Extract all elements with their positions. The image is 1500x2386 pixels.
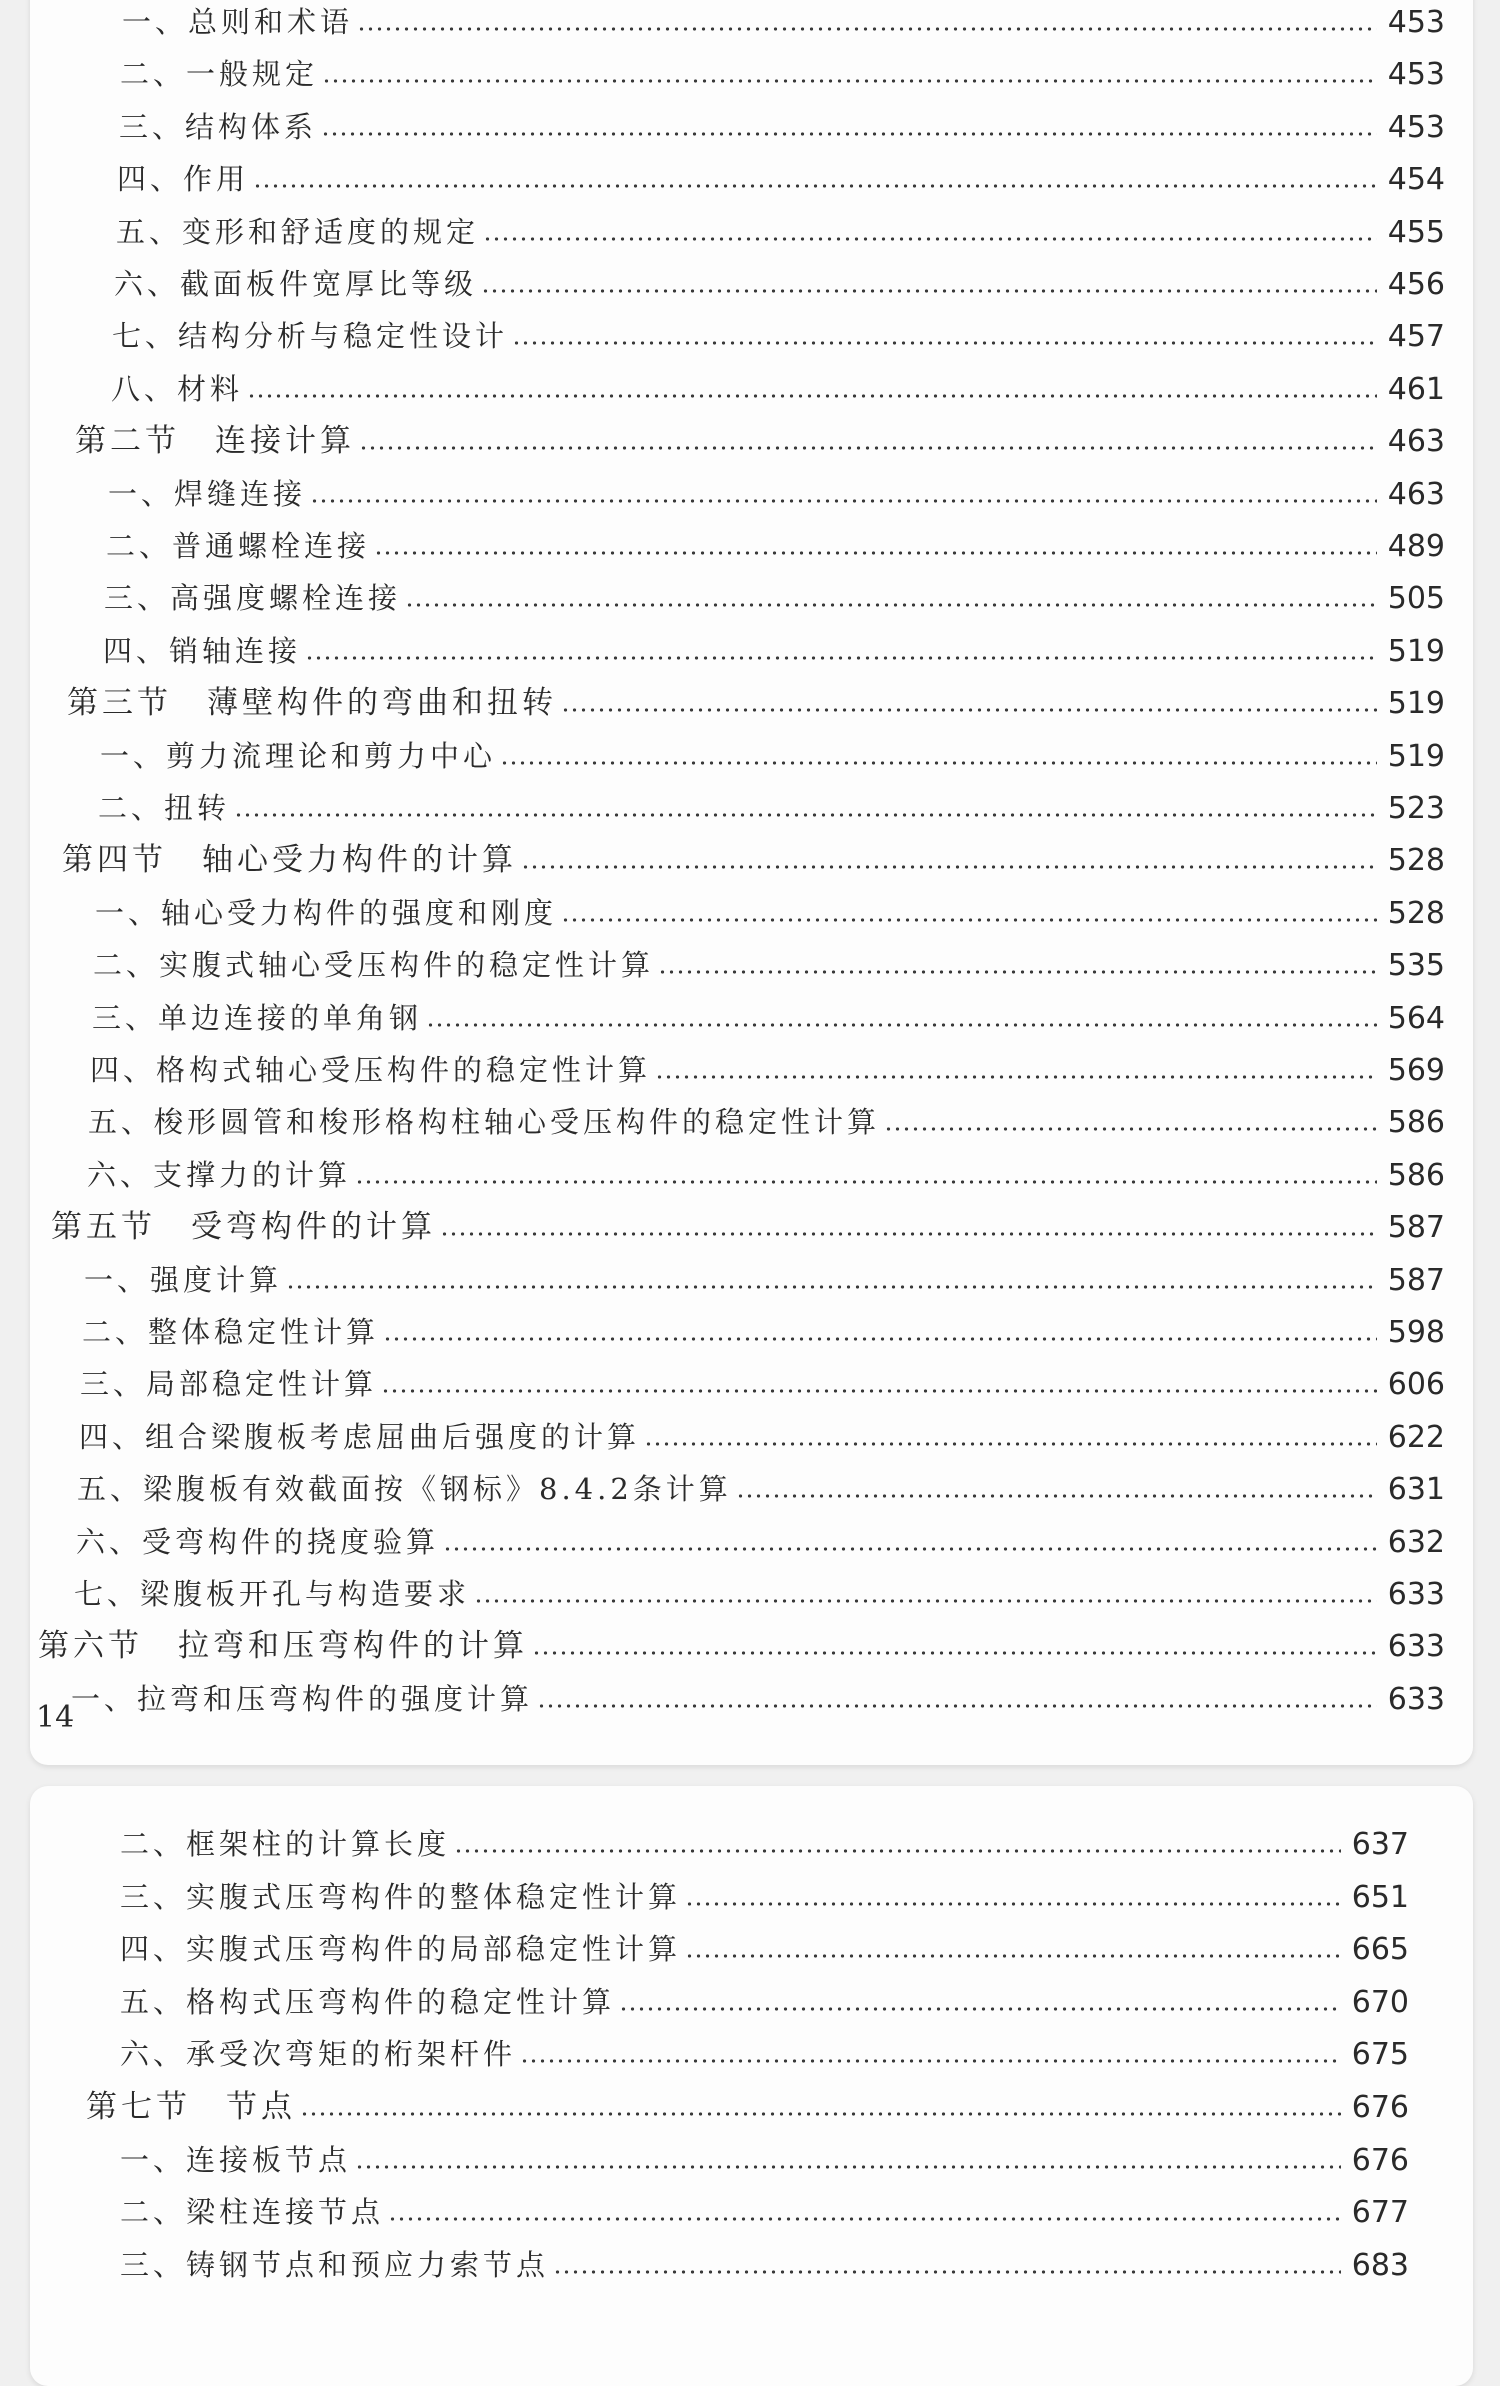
- dot-leader: [321, 131, 1377, 137]
- toc-entry-page-number: 633: [1387, 1629, 1445, 1665]
- toc-entry-page-number: 528: [1387, 895, 1445, 931]
- toc-entry-page-number: 463: [1387, 476, 1445, 512]
- toc-entry-page-number: 675: [1351, 2037, 1409, 2073]
- toc-entry-page-number: 676: [1351, 2090, 1409, 2125]
- dot-leader: [481, 288, 1377, 294]
- toc-entry-page-number: 457: [1387, 319, 1445, 355]
- toc-item-entry: [79, 1419, 1445, 1456]
- toc-entry-title: 一、轴心受力构件的强度和刚度: [95, 895, 558, 930]
- dot-leader: [736, 1493, 1377, 1499]
- toc-section-entry: [67, 685, 1445, 722]
- toc-entry-title: 八、材料: [111, 371, 244, 406]
- dot-leader: [426, 1022, 1377, 1028]
- toc-section-entry: [62, 842, 1445, 879]
- toc-entry-page-number: 528: [1387, 843, 1445, 879]
- toc-entry-title: 二、普通螺栓连接: [106, 529, 371, 563]
- toc-item-entry: [82, 1314, 1445, 1351]
- dot-leader: [300, 2111, 1341, 2117]
- toc-entry-page-number: 519: [1387, 686, 1445, 722]
- toc-entry-title: 第三节 薄壁构件的弯曲和扭转: [67, 685, 557, 722]
- toc-entry-page-number: 587: [1387, 1210, 1445, 1246]
- toc-entry-title: 第二节 连接计算: [75, 423, 355, 460]
- toc-item-entry: [74, 1576, 1445, 1613]
- toc-entry-page-number: 606: [1387, 1367, 1445, 1403]
- toc-entry-title: 四、格构式轴心受压构件的稳定性计算: [90, 1053, 652, 1087]
- toc-entry-page-number: 455: [1387, 214, 1445, 250]
- toc-entry-page-number: 665: [1351, 1932, 1409, 1968]
- dot-leader: [310, 498, 1377, 504]
- toc-entry-title: 二、一般规定: [120, 57, 319, 92]
- toc-entry-title: 六、支撑力的计算: [87, 1157, 352, 1192]
- toc-item-entry: [120, 56, 1445, 93]
- toc-entry-page-number: 683: [1351, 2247, 1409, 2283]
- toc-entry-page-number: 632: [1387, 1524, 1445, 1560]
- dot-leader: [374, 550, 1377, 556]
- dot-leader: [884, 1126, 1377, 1132]
- dot-leader: [561, 707, 1377, 713]
- toc-section-entry: [75, 423, 1445, 460]
- toc-item-entry: [93, 947, 1445, 984]
- toc-entry-title: 三、实腹式压弯构件的整体稳定性计算: [120, 1879, 682, 1914]
- dot-leader: [286, 1284, 1377, 1290]
- dot-leader: [454, 1848, 1341, 1854]
- dot-leader: [474, 1598, 1377, 1604]
- toc-entry-page-number: 564: [1387, 1000, 1445, 1036]
- toc-entry-page-number: 631: [1387, 1472, 1445, 1508]
- toc-entry-title: 七、结构分析与稳定性设计: [112, 319, 509, 354]
- toc-entry-title: 二、实腹式轴心受压构件的稳定性计算: [93, 948, 655, 983]
- toc-item-entry: [104, 580, 1445, 617]
- toc-entry-title: 一、拉弯和压弯构件的强度计算: [71, 1681, 534, 1716]
- toc-entry-page-number: 463: [1387, 424, 1445, 460]
- dot-leader: [253, 183, 1377, 189]
- toc-entry-title: 一、总则和术语: [122, 5, 354, 39]
- dot-leader: [500, 760, 1377, 766]
- toc-page-14: [30, 0, 1473, 1765]
- toc-item-entry: [92, 1000, 1445, 1037]
- toc-section-entry: [38, 1628, 1445, 1665]
- toc-item-entry: [120, 1984, 1409, 2021]
- toc-item-entry: [120, 2142, 1409, 2179]
- toc-item-entry: [117, 161, 1445, 198]
- dot-leader: [512, 340, 1377, 346]
- toc-entry-page-number: 461: [1387, 371, 1445, 407]
- toc-entry-title: 一、焊缝连接: [108, 476, 307, 511]
- toc-entry-title: 第四节 轴心受力构件的计算: [62, 842, 517, 879]
- toc-entry-title: 三、结构体系: [119, 109, 318, 144]
- toc-entry-page-number: 587: [1387, 1262, 1445, 1298]
- toc-entry-title: 二、整体稳定性计算: [82, 1315, 380, 1349]
- toc-entry-title: 四、销轴连接: [103, 633, 302, 668]
- toc-entry-page-number: 453: [1387, 57, 1445, 93]
- toc-item-entry: [106, 528, 1445, 565]
- toc-entry-page-number: 505: [1387, 581, 1445, 617]
- toc-entry-page-number: 569: [1387, 1053, 1445, 1088]
- toc-entry-page-number: 535: [1387, 948, 1445, 984]
- toc-item-entry: [95, 895, 1445, 932]
- toc-section-entry: [51, 1209, 1445, 1246]
- toc-entry-page-number: 633: [1387, 1681, 1445, 1717]
- page-folio-number: 14: [36, 1700, 75, 1735]
- toc-item-entry: [120, 1826, 1409, 1863]
- dot-leader: [359, 445, 1377, 451]
- toc-entry-title: 六、截面板件宽厚比等级: [114, 267, 478, 301]
- toc-item-entry: [71, 1681, 1445, 1718]
- dot-leader: [322, 78, 1377, 84]
- toc-entry-page-number: 454: [1387, 162, 1445, 198]
- toc-entry-title: 四、组合梁腹板考虑屈曲后强度的计算: [79, 1419, 641, 1454]
- dot-leader: [537, 1703, 1377, 1709]
- toc-entry-page-number: 586: [1387, 1105, 1445, 1141]
- toc-entry-title: 六、承受次弯矩的桁架杆件: [120, 2037, 517, 2072]
- toc-entry-title: 三、局部稳定性计算: [80, 1367, 378, 1402]
- toc-entry-title: 四、作用: [117, 162, 250, 197]
- toc-item-entry: [80, 1366, 1445, 1403]
- toc-entry-page-number: 651: [1351, 1879, 1409, 1915]
- toc-entry-page-number: 676: [1351, 2142, 1409, 2178]
- toc-entry-page-number: 637: [1351, 1827, 1409, 1862]
- dot-leader: [483, 236, 1377, 242]
- toc-entry-page-number: 598: [1387, 1315, 1445, 1350]
- dot-leader: [685, 1901, 1341, 1907]
- toc-item-entry: [122, 4, 1445, 41]
- dot-leader: [355, 2164, 1341, 2170]
- toc-item-entry: [90, 1052, 1445, 1089]
- toc-entry-title: 第七节 节点: [86, 2089, 296, 2125]
- toc-page-15: [30, 1786, 1473, 2386]
- toc-item-entry: [112, 318, 1445, 355]
- dot-leader: [247, 393, 1377, 399]
- toc-entry-page-number: 519: [1387, 738, 1445, 774]
- dot-leader: [658, 969, 1377, 975]
- toc-entry-title: 第五节 受弯构件的计算: [51, 1209, 436, 1246]
- toc-entry-title: 五、格构式压弯构件的稳定性计算: [120, 1984, 616, 2019]
- toc-item-entry: [114, 266, 1445, 303]
- toc-entry-page-number: 633: [1387, 1577, 1445, 1612]
- toc-entry-title: 三、铸钢节点和预应力索节点: [120, 2247, 550, 2282]
- toc-entry-title: 五、梭形圆管和梭形格构柱轴心受压构件的稳定性计算: [88, 1105, 881, 1140]
- toc-item-entry: [77, 1471, 1445, 1508]
- dot-leader: [520, 2058, 1341, 2064]
- dot-leader: [234, 812, 1377, 818]
- dot-leader: [440, 1231, 1377, 1237]
- toc-item-entry: [98, 790, 1445, 827]
- toc-item-entry: [103, 633, 1445, 670]
- toc-entry-page-number: 456: [1387, 267, 1445, 302]
- dot-leader: [405, 602, 1377, 608]
- dot-leader: [532, 1650, 1377, 1656]
- dot-leader: [521, 864, 1377, 870]
- toc-entry-page-number: 622: [1387, 1419, 1445, 1455]
- toc-item-entry: [120, 1931, 1409, 1968]
- toc-item-entry: [119, 109, 1445, 146]
- toc-item-entry: [120, 2247, 1409, 2284]
- toc-entry-title: 一、剪力流理论和剪力中心: [100, 738, 497, 773]
- toc-item-entry: [84, 1262, 1445, 1299]
- dot-leader: [561, 917, 1377, 923]
- toc-entry-page-number: 670: [1351, 1984, 1409, 2020]
- toc-item-entry: [108, 476, 1445, 513]
- dot-leader: [443, 1546, 1377, 1552]
- toc-section-entry: [86, 2089, 1409, 2126]
- toc-item-entry: [120, 2194, 1409, 2231]
- toc-entry-title: 五、变形和舒适度的规定: [116, 214, 480, 249]
- toc-item-entry: [88, 1104, 1445, 1141]
- toc-entry-title: 一、强度计算: [84, 1262, 283, 1297]
- toc-item-entry: [87, 1157, 1445, 1194]
- toc-entry-title: 二、框架柱的计算长度: [120, 1827, 451, 1861]
- toc-entry-page-number: 523: [1387, 791, 1445, 826]
- toc-entry-title: 二、梁柱连接节点: [120, 2195, 385, 2230]
- dot-leader: [619, 2006, 1341, 2012]
- toc-entry-title: 四、实腹式压弯构件的局部稳定性计算: [120, 1932, 682, 1967]
- dot-leader: [381, 1388, 1377, 1394]
- dot-leader: [355, 1179, 1377, 1185]
- dot-leader: [388, 2216, 1341, 2222]
- toc-entry-page-number: 519: [1387, 633, 1445, 669]
- dot-leader: [644, 1441, 1377, 1447]
- dot-leader: [357, 26, 1377, 32]
- toc-entry-title: 二、扭转: [98, 791, 231, 825]
- toc-entry-title: 五、梁腹板有效截面按《钢标》8.4.2条计算: [77, 1472, 732, 1507]
- toc-item-entry: [116, 214, 1445, 251]
- toc-entry-title: 三、高强度螺栓连接: [104, 581, 402, 616]
- toc-entry-page-number: 453: [1387, 109, 1445, 145]
- toc-entry-title: 七、梁腹板开孔与构造要求: [74, 1577, 471, 1611]
- toc-entry-page-number: 489: [1387, 529, 1445, 564]
- toc-entry-page-number: 453: [1387, 5, 1445, 40]
- toc-item-entry: [120, 2036, 1409, 2073]
- dot-leader: [553, 2269, 1341, 2275]
- dot-leader: [655, 1074, 1377, 1080]
- toc-entry-page-number: 677: [1351, 2195, 1409, 2231]
- toc-entry-title: 三、单边连接的单角钢: [92, 1000, 423, 1035]
- toc-entry-title: 六、受弯构件的挠度验算: [76, 1524, 440, 1559]
- dot-leader: [685, 1953, 1341, 1959]
- toc-entry-title: 第六节 拉弯和压弯构件的计算: [38, 1628, 528, 1665]
- toc-item-entry: [76, 1524, 1445, 1561]
- toc-entry-page-number: 586: [1387, 1157, 1445, 1193]
- toc-item-entry: [111, 371, 1445, 408]
- toc-entry-title: 一、连接板节点: [120, 2142, 352, 2177]
- dot-leader: [305, 655, 1377, 661]
- toc-item-entry: [120, 1879, 1409, 1916]
- dot-leader: [383, 1336, 1377, 1342]
- toc-item-entry: [100, 738, 1445, 775]
